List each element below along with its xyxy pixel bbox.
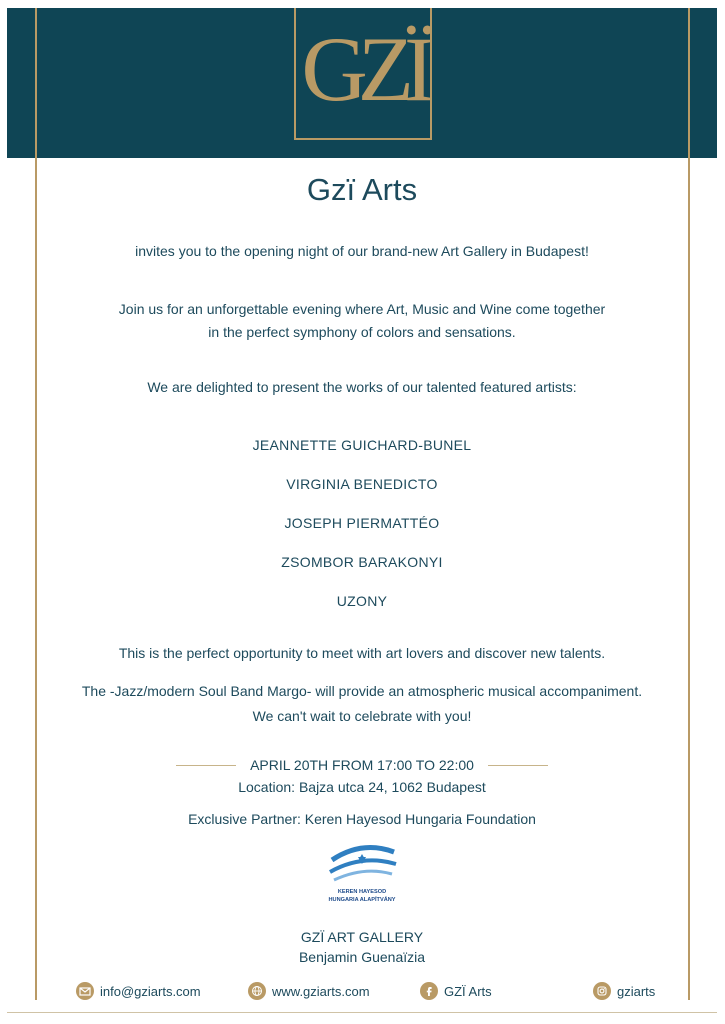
bottom-border-line	[7, 1012, 717, 1013]
left-border-line	[35, 8, 37, 1000]
artist-name: VIRGINIA BENEDICTO	[286, 476, 438, 492]
gzi-logo-text: GZÏ	[301, 18, 425, 120]
exclusive-partner: Exclusive Partner: Keren Hayesod Hungaria Foundation	[188, 811, 536, 827]
keren-hayesod-logo-line1: KEREN HAYESOD	[337, 889, 387, 895]
event-date-row	[36, 757, 688, 773]
artist-name: JEANNETTE GUICHARD-BUNEL	[252, 437, 472, 453]
event-date: APRIL 20TH FROM 17:00 TO 22:00	[250, 757, 474, 773]
artist-name: ZSOMBOR BARAKONYI	[281, 554, 443, 570]
instagram-icon	[593, 982, 611, 1000]
artist-name: JOSEPH PIERMATTÉO	[284, 515, 440, 531]
owner-name: Benjamin Guenaïzia	[298, 949, 426, 965]
band-text-line-1: The -Jazz/modern Soul Band Margo- will provide an atmospheric musical accompaniment.	[81, 683, 643, 699]
footer-facebook[interactable]	[420, 982, 492, 1000]
gzi-logo	[294, 8, 432, 140]
facebook-text[interactable]: GZÏ Arts	[444, 983, 492, 999]
email-text[interactable]: info@gziarts.com	[100, 983, 201, 999]
footer-email[interactable]	[76, 982, 201, 1000]
gallery-name: GZÏ ART GALLERY	[300, 929, 424, 945]
globe-icon	[248, 982, 266, 1000]
event-location: Location: Bajza utca 24, 1062 Budapest	[238, 779, 486, 795]
opportunity-text: This is the perfect opportunity to meet with art lovers and discover new talents.	[118, 645, 606, 661]
keren-hayesod-logo	[324, 838, 400, 906]
instagram-text[interactable]: gziarts	[617, 983, 656, 999]
page-title: Gzï Arts	[306, 172, 418, 207]
keren-hayesod-logo-line2: HUNGARIA ALAPÍTVÁNY	[328, 897, 396, 903]
join-text-line-2: in the perfect symphony of colors and sensations.	[208, 324, 516, 340]
right-border-line	[688, 8, 690, 1000]
footer-website[interactable]	[248, 982, 370, 1000]
present-text: We are delighted to present the works of our talented featured artists:	[147, 379, 577, 395]
join-text-line-1: Join us for an unforgettable evening where Art, Music and Wine come together	[118, 301, 606, 317]
divider-right	[488, 765, 548, 766]
divider-left	[176, 765, 236, 766]
band-text-line-2: We can't wait to celebrate with you!	[252, 708, 472, 724]
footer-instagram[interactable]	[593, 982, 655, 1000]
website-text[interactable]: www.gziarts.com	[272, 983, 370, 999]
facebook-icon	[420, 982, 438, 1000]
intro-text: invites you to the opening night of our brand-new Art Gallery in Budapest!	[135, 243, 589, 259]
artist-name: UZONY	[336, 593, 388, 609]
envelope-icon	[76, 982, 94, 1000]
